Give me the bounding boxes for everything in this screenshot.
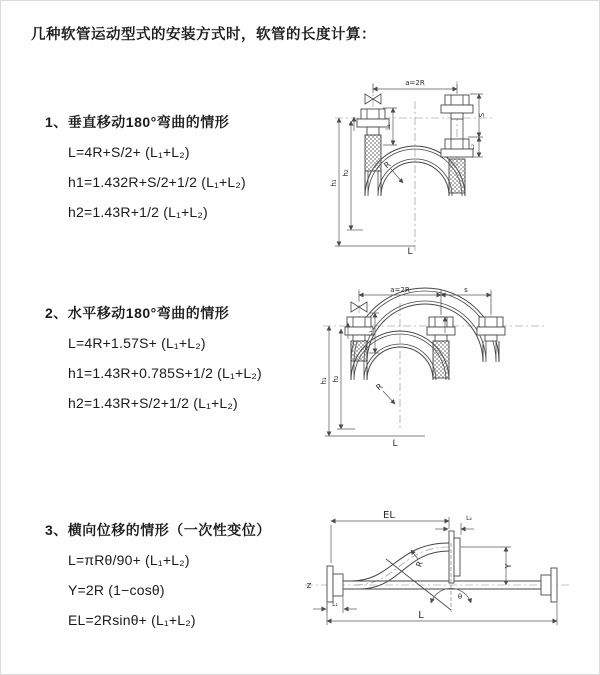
braided-hose-section [433, 341, 449, 378]
dim-label-h2: h₂ [342, 169, 350, 177]
section-2-formula-h1: h1=1.43R+0.785S+1/2 (L₁+L₂) [68, 365, 262, 381]
dimension-l2 [435, 515, 474, 535]
dim-label-l1: L₁ [385, 124, 392, 130]
dim-label-a2r: a=2R [405, 79, 425, 87]
dim-label-y: Y [504, 563, 513, 569]
section-3-formula-Y: Y=2R (1−cosθ) [68, 582, 165, 598]
dim-label-h2: h₂ [332, 375, 340, 383]
dim-label-a2r: a=2R [390, 286, 410, 294]
axis-mark-z: Z [306, 582, 312, 590]
page-title: 几种软管运动型式的安装方式时，软管的长度计算： [31, 27, 376, 43]
section-3-formula-EL: EL=2Rsinθ+ (L₁+L₂) [68, 612, 196, 628]
dim-label-h1: h₁ [320, 377, 328, 385]
dim-label-r: R [374, 381, 385, 393]
diagram-lateral-displacement [301, 507, 600, 645]
hose-u-position-2 [351, 288, 499, 362]
dim-label-theta: θ [457, 593, 463, 601]
left-flange [327, 566, 343, 602]
valve-icon [365, 94, 373, 104]
dim-label-l: L [418, 610, 424, 621]
section-1-heading: 1、垂直移动180°弯曲的情形 [45, 114, 230, 130]
dimension-span-a2r [373, 79, 457, 93]
section-1-formula-h2: h2=1.43R+1/2 (L₁+L₂) [68, 204, 208, 220]
dimension-l [327, 603, 557, 625]
centerlines [305, 547, 569, 585]
dim-label-s: S [478, 112, 486, 118]
dim-label-l1: L₁ [367, 330, 374, 336]
dim-label-l2: L₂ [469, 144, 476, 150]
dim-label-l2: L₂ [466, 515, 472, 522]
dimension-s [441, 286, 491, 295]
dimension-h2 [342, 121, 363, 230]
diagram-vertical-180-bend [317, 73, 589, 255]
dim-label-h1: h₁ [330, 179, 338, 187]
dim-label-r: R [414, 559, 425, 569]
dim-label-s: s [464, 286, 468, 294]
radius-callout [374, 382, 395, 404]
dim-label-l1: L₁ [332, 601, 338, 608]
top-right-flange [449, 531, 460, 583]
right-fitting [441, 95, 473, 193]
section-1-formula-L: L=4R+S/2+ (L₁+L₂) [68, 144, 190, 160]
dimension-span-a2r [359, 286, 491, 315]
section-2-formula-L: L=4R+1.57S+ (L₁+L₂) [68, 335, 206, 351]
dim-label-l: L [407, 247, 413, 255]
section-1-formula-h1: h1=1.432R+S/2+1/2 (L₁+L₂) [68, 174, 246, 190]
dimension-l1 [313, 597, 357, 613]
section-2-formula-h2: h2=1.43R+S/2+1/2 (L₁+L₂) [68, 395, 238, 411]
dim-label-el: EL [383, 510, 395, 521]
braided-hose-section [449, 159, 465, 193]
dim-label-r: R [382, 159, 393, 171]
dim-label-l: L [392, 439, 398, 449]
dimension-el [331, 510, 449, 563]
braided-hose-section [351, 341, 367, 361]
dimension-y [461, 547, 513, 585]
section-3-formula-L: L=πRθ/90+ (L₁+L₂) [68, 552, 190, 568]
bottom-right-flange [541, 568, 557, 602]
diagram-horizontal-180-bend [311, 281, 599, 453]
section-3-heading: 3、横向位移的情形（一次性变位） [45, 522, 271, 538]
braided-hose-section [365, 135, 381, 171]
valve-icon [351, 302, 359, 312]
dimension-s [468, 94, 486, 137]
section-2-heading: 2、水平移动180°弯曲的情形 [45, 305, 230, 321]
